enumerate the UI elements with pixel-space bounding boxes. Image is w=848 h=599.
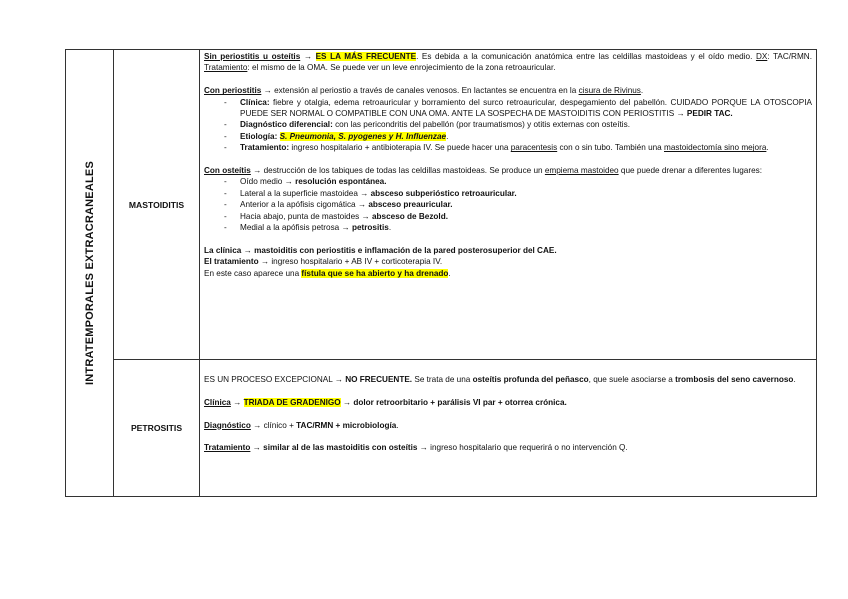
list-item: - Anterior a la apófisis cigomática → absceso preauricular. [224,200,453,210]
item-highlight: S. Pneumonia, S. pyogenes y H. Influenzae [279,131,447,141]
term-dx: DX [755,52,768,61]
term-empiema: empiema mastoideo [544,166,619,176]
petrositis-content [200,360,817,497]
term-clinica: Clínica [204,397,231,407]
term-diagnostico: Diagnóstico [204,420,251,430]
item-text: ingreso hospitalario + antibioterapia IV. Se puede hacer una [289,143,511,153]
item-label: Tratamiento: [240,143,290,153]
term-sin-periostitis: Sin periostitis u osteítis [204,52,301,61]
item-strong: PEDIR TAC. [686,109,733,119]
text: → ingreso hospitalario que requerirá o no intervención Q. [417,443,628,453]
term-tratamiento: Tratamiento [204,443,251,453]
item-strong: absceso subperióstico retroauricular. [370,188,517,198]
list-item: - Oído medio → resolución espontánea. [224,177,387,187]
side-label: INTRATEMPORALES EXTRACRANEALES [83,161,96,385]
term-tac-rmn: TAC/RMN + microbiología [296,420,397,430]
item-end: . [446,131,449,141]
text: . [448,268,451,278]
text: . [793,375,796,384]
item-text: Anterior a la apófisis cigomática → [240,200,369,210]
petrositis-title: PETROSITIS [130,423,183,433]
mastoiditis-name-cell [114,50,200,360]
item-text: fiebre y otalgia, edema retroauricular y borramiento del surco retroauricular, despegamiento del pabellón. CUIDADO PORQUE LA OTOSCOPIA PUEDE SER NORMAL O COMPATIBLE CON UNA OMA. ANTE LA SOSPECHA DE MASTOIDITIS CON PERIOSTITIS → [240,97,812,119]
item-strong: absceso de Bezold. [372,211,448,221]
side-label-cell [66,50,114,497]
item-text: Oído medio → [240,177,296,187]
item-label: Diagnóstico diferencial: [240,120,333,130]
mastoiditis-row [66,50,817,360]
term-mastoidectomia: mastoidectomía sino mejora [664,143,767,153]
item-strong: absceso preauricular. [368,200,453,210]
arrow: → [300,52,316,61]
list-item: - Clínica: fiebre y otalgia, edema retroauricular y borramiento del surco retroauricular, despegamiento del pabellón. CUIDADO PORQUE LA OTOSCOPIA PUEDE SER NORMAL O COMPATIBLE CON UNA OMA. ANTE LA SOSPECHA DE MASTOIDITIS CON PERIOSTITIS → PEDIR TAC. [224,97,812,119]
item-label: Clínica: [240,97,270,107]
mastoiditis-tratamiento-line [204,256,812,267]
mastoiditis-para-periostitis [204,85,812,96]
mastoiditis-fistula-line [204,268,812,279]
text: → clínico + [250,420,297,430]
petrositis-para-clinica [204,397,812,408]
petrositis-name-cell [114,360,200,497]
term-cisura-rivinus: cisura de Rivinus [578,86,641,96]
mastoiditis-clinica-line [204,245,812,256]
list-item: - Hacia abajo, punta de mastoides → absceso de Bezold. [224,211,448,221]
term-trombosis: trombosis del seno cavernoso [675,375,794,384]
item-text: Medial a la apófisis petrosa → [240,223,352,233]
term-osteitis-profunda: osteítis profunda del peñasco [472,375,589,384]
item-label: Etiología: [240,131,278,141]
text: : TAC/RMN. [767,52,812,61]
periostitis-list [204,97,812,154]
highlight-mas-frecuente: ES LA MÁS FRECUENTE [315,52,417,61]
item-text: con o sin tubo. También una [557,143,664,153]
mastoiditis-content [200,50,817,360]
text: . [396,420,399,430]
term-con-periostitis: Con periostitis [204,86,262,96]
item-end: . [766,143,769,153]
text: → destrucción de los tabiques de todas las celdillas mastoideas. Se produce un [250,166,545,176]
text: , que suele asociarse a [588,375,676,384]
petrositis-para-diagnostico [204,420,812,431]
list-item: - Diagnóstico diferencial: con las pericondritis del pabellón (por traumatismos) y otitis externas con osteítis. [224,120,630,130]
term-el-tratamiento: El tratamiento [204,257,259,267]
highlight-fistula: fístula que se ha abierto y ha drenado [301,268,449,278]
mastoiditis-para-osteitis [204,165,812,176]
list-item: - Lateral a la superficie mastoidea → absceso subperióstico retroauricular. [224,188,517,198]
list-item: - Etiología: S. Pneumonia, S. pyogenes y H. Influenzae. [224,131,449,141]
item-text: Hacia abajo, punta de mastoides → [240,211,372,221]
text: → extensión al periostio a través de canales venosos. En lactantes se encuentra en la [261,86,579,96]
petrositis-para-intro [204,374,812,385]
item-text: con las pericondritis del pabellón (por traumatismos) y otitis externas con osteítis. [332,120,630,130]
term-tratamiento: Tratamiento [204,63,248,73]
text: Se trata de una [412,375,473,384]
text: → mastoiditis con periostitis e inflamación de la pared posterosuperior del CAE. [241,245,557,255]
text: . Es debida a la comunicación anatómica entre las celdillas mastoideas y el oído medio. [416,52,756,61]
highlight-gradenigo: TRIADA DE GRADENIGO [243,397,341,407]
mastoiditis-title: MASTOIDITIS [128,199,185,210]
text: que puede drenar a diferentes lugares: [618,166,762,176]
text: → dolor retroorbitario + parálisis VI par + otorrea crónica. [340,397,567,407]
osteitis-list [204,176,812,233]
text: : el mismo de la OMA. Se puede ver un leve enrojecimiento de la zona retroauricular. [247,63,556,73]
term-la-clinica: La clínica [204,245,242,255]
arrow: → [230,397,244,407]
mastoiditis-para-sin-periostitis [204,51,812,74]
text: ES UN PROCESO EXCEPCIONAL → [204,375,346,384]
term-no-frecuente: NO FRECUENTE. [345,375,413,384]
list-item: - Tratamiento: ingreso hospitalario + antibioterapia IV. Se puede hacer una paracentesis con o sin tubo. También una mastoidectomía sino mejora. [224,143,769,153]
petrositis-para-tratamiento [204,442,812,453]
content-table [65,49,817,497]
text: → ingreso hospitalario + AB IV + corticoterapia IV. [258,257,443,267]
petrositis-row [66,360,817,497]
text: . [640,86,644,96]
term-con-osteitis: Con osteítis [204,166,251,176]
list-item: - Medial a la apófisis petrosa → petrositis. [224,223,392,233]
item-strong: resolución espontánea. [295,177,387,187]
item-text: Lateral a la superficie mastoidea → [240,188,371,198]
text: En este caso aparece una [204,268,302,278]
item-strong: petrositis [351,223,389,233]
item-end: . [388,223,392,233]
text: → similar al de las mastoiditis con osteítis [250,443,418,453]
term-paracentesis: paracentesis [510,143,558,153]
